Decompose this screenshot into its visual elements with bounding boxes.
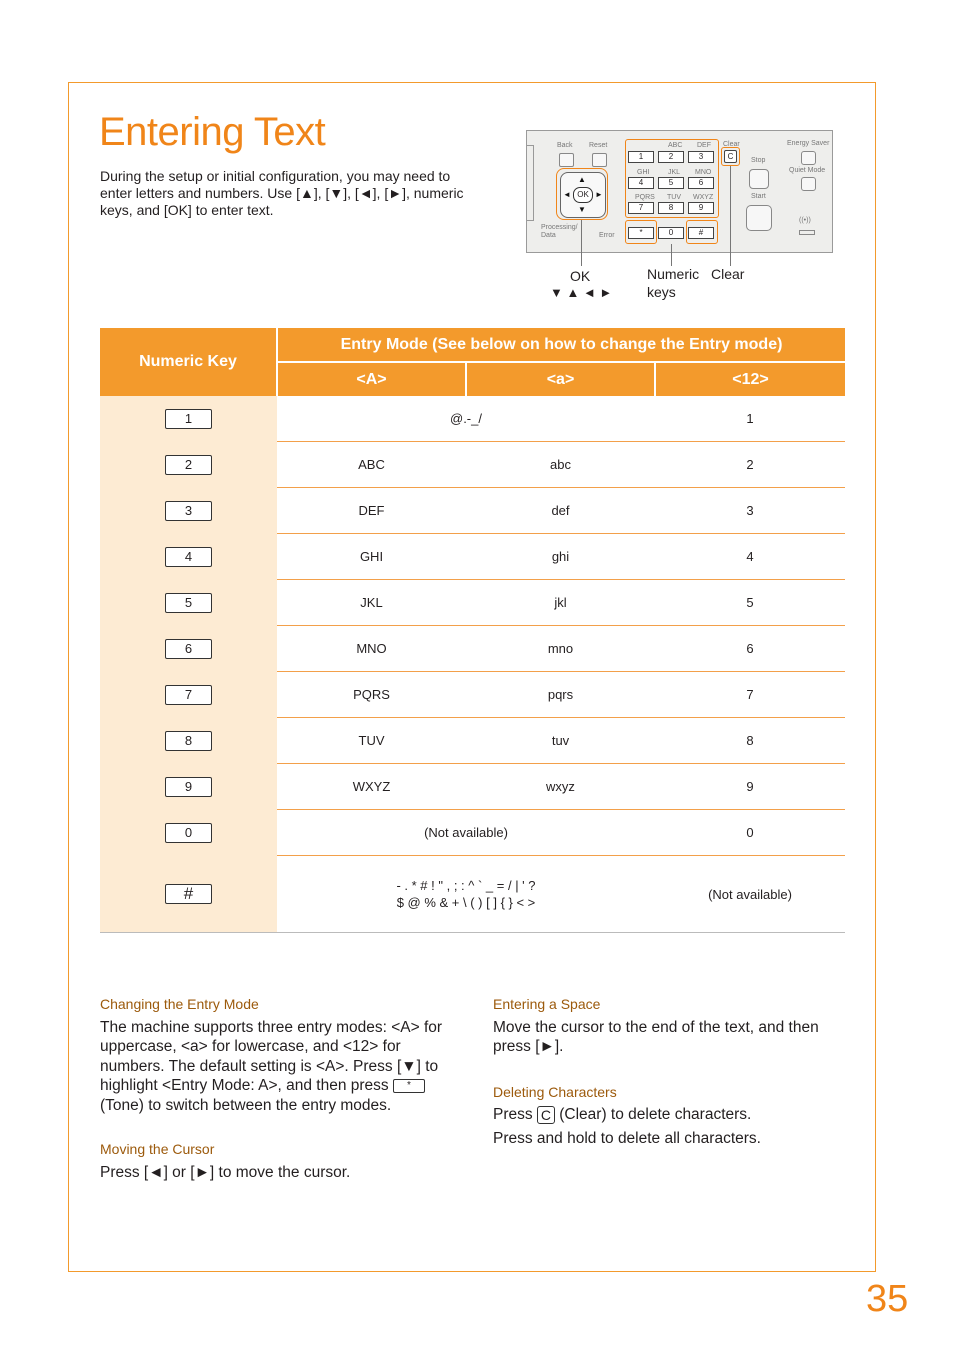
cell-upper-lower [277,856,655,933]
table-row [100,672,845,718]
panel-label-processing: Processing/ [541,224,578,231]
cell-upper-lower: @.-_/ [277,396,655,442]
cell-upper: MNO [277,626,466,672]
entering-space-heading: Entering a Space [493,996,601,1012]
deleting-text [493,1105,838,1124]
cell-upper: GHI [277,534,466,580]
cell-upper: TUV [277,718,466,764]
panel-key-tone: * [628,227,654,239]
cell-number: 4 [655,534,845,580]
table-row [100,856,845,933]
panel-key-1: 1 [628,151,654,163]
cell-lower: def [466,488,655,534]
cell-lower: pqrs [466,672,655,718]
cell-number: 7 [655,672,845,718]
dpad-highlight [556,168,608,220]
clear-leader-line [730,166,731,266]
cell-number: 3 [655,488,845,534]
panel-label-quiet-mode: Quiet Mode [789,167,826,174]
panel-key-2: 2 [658,151,684,163]
panel-key-9: 9 [688,202,714,214]
callout-arrows: ▼ ▲ ◄ ► [550,285,613,300]
cell-upper: WXYZ [277,764,466,810]
change-mode-text-1: The machine supports three entry modes: <A> for uppercase, <a> for lowercase, and <12> for numbers. The default setting is <A>. Press [▼] to highlight <Entry Mode: A>, and then press [100,1019,443,1095]
panel-label-ghi: GHI [637,169,650,176]
table-row [100,626,845,672]
key-5-icon: 5 [165,593,212,613]
key-8-icon: 8 [165,731,212,751]
cell-lower: wxyz [466,764,655,810]
wireless-icon: ((•)) [799,217,811,224]
change-mode-text [100,1018,445,1115]
down-arrow-icon: ▼ [578,205,586,214]
panel-label-clear: Clear [723,141,740,148]
cell-upper: ABC [277,442,466,488]
panel-label-start: Start [751,193,766,200]
cell-number: 2 [655,442,845,488]
panel-label-back: Back [557,142,573,149]
reset-button-icon [592,153,607,167]
cell-upper: JKL [277,580,466,626]
callout-numeric: Numeric [647,266,700,282]
panel-key-clear: C [724,150,737,163]
key-1-icon: 1 [165,409,212,429]
cell-number: (Not available) [655,856,845,933]
cell-number: 0 [655,810,845,856]
wireless-indicator [799,230,815,235]
table-row [100,764,845,810]
cell-number: 1 [655,396,845,442]
cell-number: 9 [655,764,845,810]
tone-key-icon: * [393,1079,425,1093]
key-6-icon: 6 [165,639,212,659]
panel-key-3: 3 [688,151,714,163]
panel-key-6: 6 [688,177,714,189]
panel-key-8: 8 [658,202,684,214]
panel-label-jkl: JKL [668,169,681,176]
key-hash-icon: # [165,884,212,904]
header-mode-upper: <A> [277,362,466,396]
key-9-icon: 9 [165,777,212,797]
intro-text: During the setup or initial configuration, you may need to enter letters and numbers. Use [▲], [▼], [◄], [►], numeric keys, and [OK] to enter text. [100,168,464,218]
ok-key: OK [573,187,593,203]
table-row [100,534,845,580]
panel-label-wxyz: WXYZ [693,194,714,201]
entering-space-text: Move the cursor to the end of the text, and then press [►]. [493,1019,819,1056]
header-mode-lower: <a> [466,362,655,396]
key-0-icon: 0 [165,823,212,843]
numeric-leader-line [671,244,672,266]
cell-upper: PQRS [277,672,466,718]
table-row [100,718,845,764]
deleting-post: (Clear) to delete characters. [559,1106,752,1123]
moving-cursor-heading: Moving the Cursor [100,1141,215,1157]
cell-upper: DEF [277,488,466,534]
key-4-icon: 4 [165,547,212,567]
table-row [100,488,845,534]
panel-key-4: 4 [628,177,654,189]
header-numeric-key: Numeric Key [100,328,277,396]
clear-key-icon: C [537,1106,555,1124]
header-mode-number: <12> [655,362,845,396]
cell-number: 6 [655,626,845,672]
panel-key-0: 0 [658,227,684,239]
entry-mode-table [100,328,845,933]
cell-lower: abc [466,442,655,488]
back-button-icon [559,153,574,167]
panel-label-energy-saver: Energy Saver [787,140,830,147]
key-2-icon: 2 [165,455,212,475]
quiet-mode-icon [801,177,816,191]
cell-lower: jkl [466,580,655,626]
cell-lower: tuv [466,718,655,764]
deleting-pre: Press [493,1106,533,1123]
cell-number: 5 [655,580,845,626]
panel-key-hash: # [688,227,714,239]
panel-label-stop: Stop [751,157,766,164]
up-arrow-icon: ▲ [578,175,586,184]
left-arrow-icon: ◄ [563,190,571,199]
key-3-icon: 3 [165,501,212,521]
cell-upper-lower: (Not available) [277,810,655,856]
panel-label-error: Error [599,232,615,239]
panel-label-def: DEF [697,142,711,149]
page-title: Entering Text [99,110,326,154]
key-7-icon: 7 [165,685,212,705]
panel-label-pqrs: PQRS [635,194,655,201]
symbols-line-2: $ @ % & + \ ( ) [ ] { } < > [396,895,536,910]
callout-ok: OK [570,268,591,284]
panel-label-mno: MNO [695,169,712,176]
callout-keys: keys [647,284,676,300]
panel-label-reset: Reset [589,142,608,149]
change-mode-heading: Changing the Entry Mode [100,996,259,1012]
table-row [100,580,845,626]
stop-button-icon [749,169,769,189]
energy-saver-icon [801,151,816,165]
change-mode-text-2: (Tone) to switch between the entry modes. [100,1096,392,1114]
panel-key-7: 7 [628,202,654,214]
page-number: 35 [866,1278,909,1320]
panel-label-tuv: TUV [667,194,681,201]
table-row [100,810,845,856]
panel-label-abc: ABC [668,142,683,149]
header-entry-mode: Entry Mode (See below on how to change the Entry mode) [277,328,845,362]
panel-label-data: Data [541,232,556,239]
panel-key-5: 5 [658,177,684,189]
table-row [100,442,845,488]
cell-number: 8 [655,718,845,764]
cell-lower: mno [466,626,655,672]
cell-lower: ghi [466,534,655,580]
table-row [100,396,845,442]
deleting-heading: Deleting Characters [493,1084,617,1100]
deleting-text-2: Press and hold to delete all characters. [493,1130,761,1147]
right-arrow-icon: ► [595,190,603,199]
moving-cursor-text: Press [◄] or [►] to move the cursor. [100,1164,351,1181]
ok-leader-line [581,220,582,266]
start-button-icon [746,205,772,231]
symbols-line-1: - . * # ! " , ; : ^ ` _ = / | ' ? [396,878,536,893]
callout-clear: Clear [711,266,745,282]
